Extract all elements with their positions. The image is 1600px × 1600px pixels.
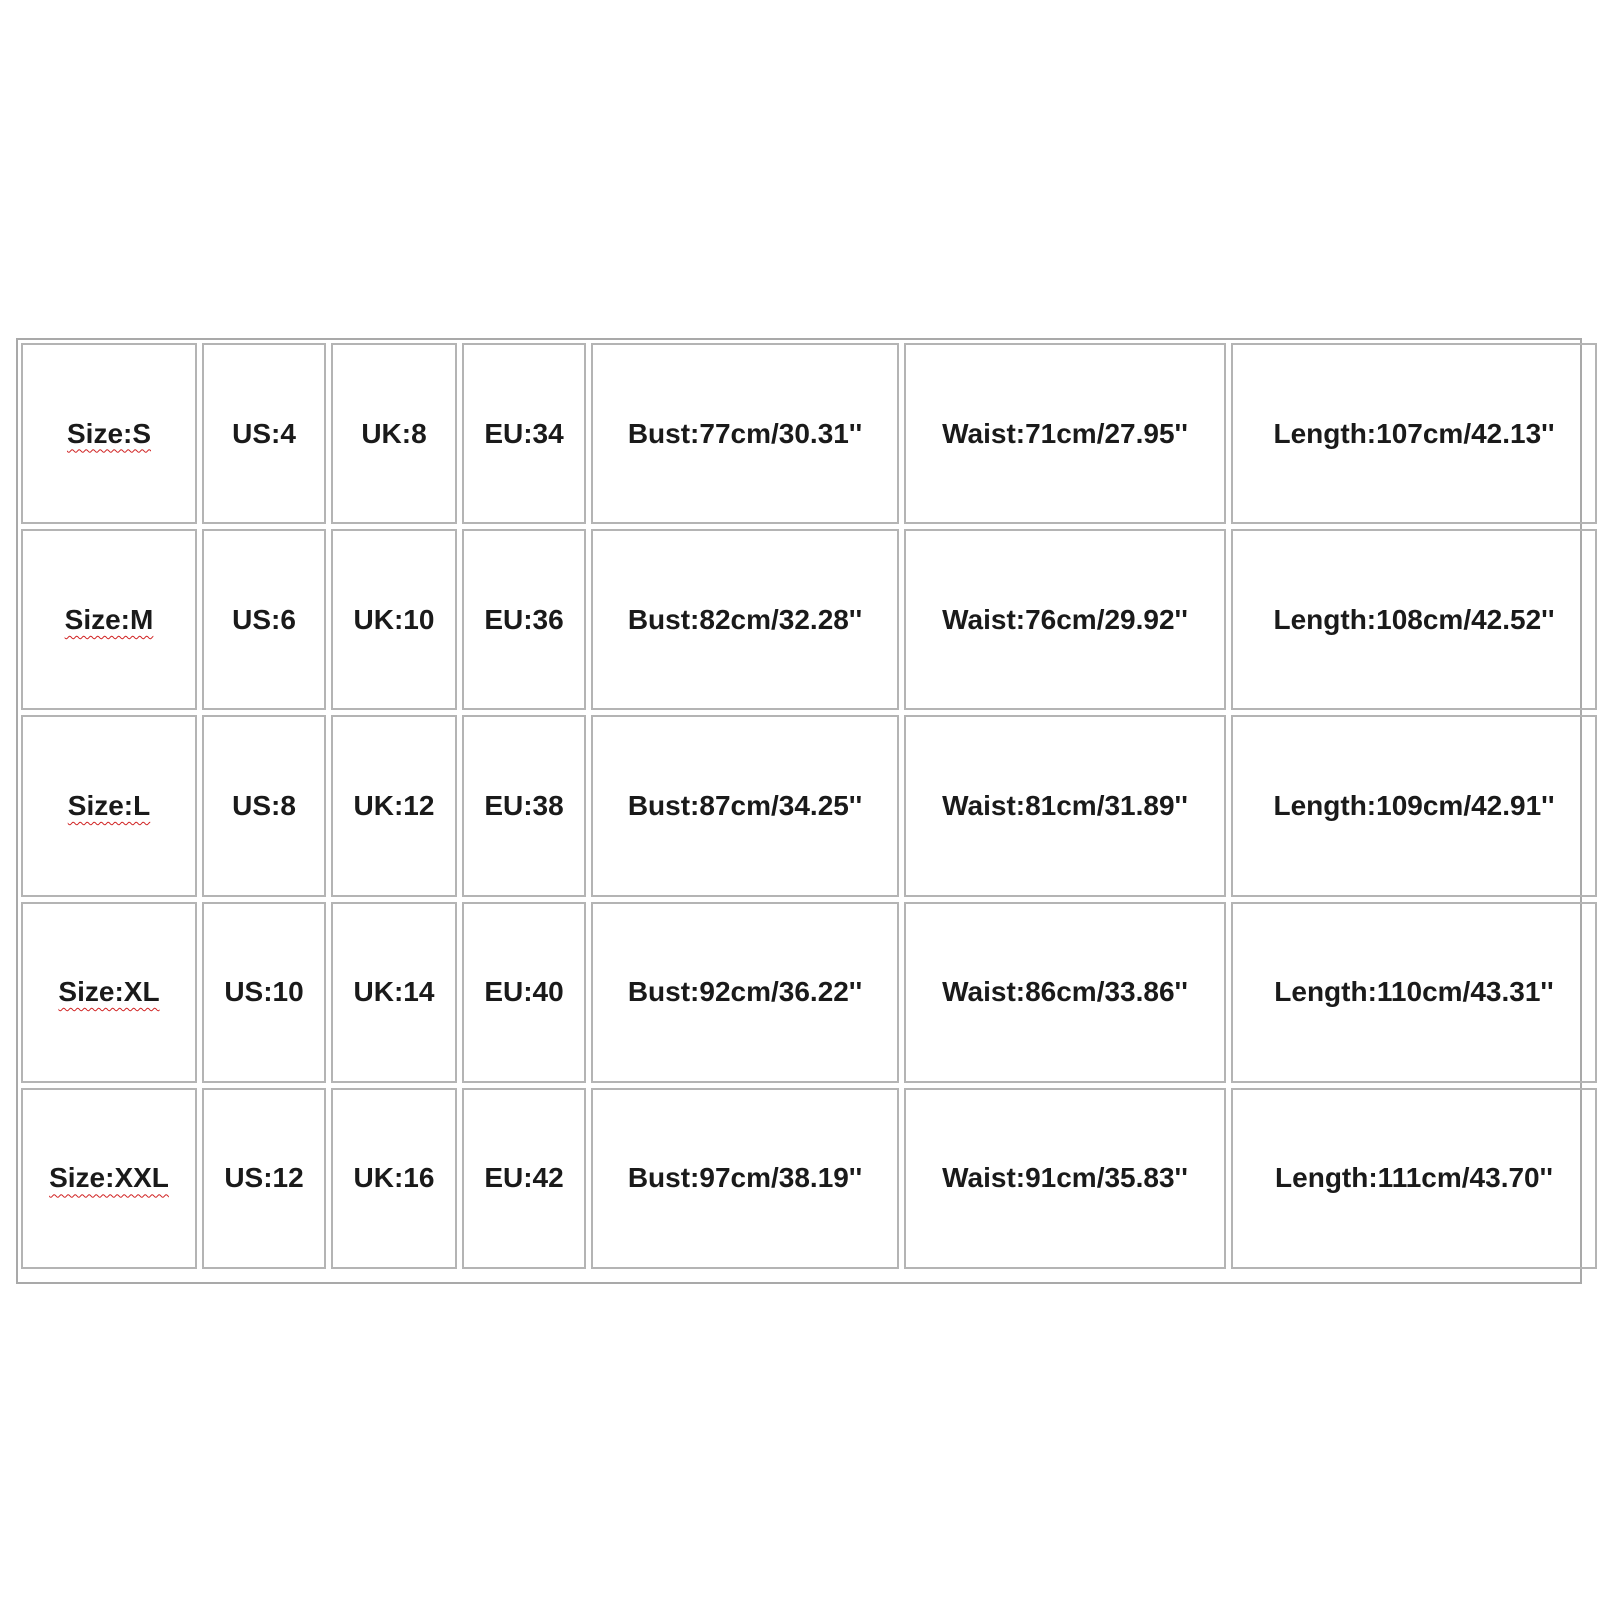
eu-size-cell: EU:40 (462, 902, 586, 1083)
size-cell (21, 343, 197, 524)
us-size-cell: US:6 (202, 529, 326, 710)
size-label: Size:M (64, 603, 154, 635)
length-cell: Length:107cm/42.13'' (1231, 343, 1597, 524)
uk-size-cell: UK:12 (331, 715, 457, 896)
waist-cell: Waist:86cm/33.86'' (904, 902, 1226, 1083)
size-label: Size:L (67, 789, 151, 821)
bust-cell: Bust:77cm/30.31'' (591, 343, 899, 524)
size-label: Size:XXL (49, 1162, 169, 1194)
size-cell (21, 715, 197, 896)
waist-cell: Waist:76cm/29.92'' (904, 529, 1226, 710)
table-row (21, 902, 1597, 1083)
eu-size-cell: EU:42 (462, 1088, 586, 1269)
eu-size-cell: EU:34 (462, 343, 586, 524)
bust-cell: Bust:82cm/32.28'' (591, 529, 899, 710)
eu-size-cell: EU:38 (462, 715, 586, 896)
size-cell (21, 902, 197, 1083)
table-row (21, 715, 1597, 896)
us-size-cell: US:12 (202, 1088, 326, 1269)
size-label: Size:S (66, 417, 152, 449)
length-cell: Length:110cm/43.31'' (1231, 902, 1597, 1083)
us-size-cell: US:8 (202, 715, 326, 896)
uk-size-cell: UK:10 (331, 529, 457, 710)
bust-cell: Bust:92cm/36.22'' (591, 902, 899, 1083)
us-size-cell: US:4 (202, 343, 326, 524)
table-row (21, 1088, 1597, 1269)
size-label: Size:XL (58, 976, 160, 1008)
eu-size-cell: EU:36 (462, 529, 586, 710)
waist-cell: Waist:71cm/27.95'' (904, 343, 1226, 524)
size-chart-frame (16, 338, 1582, 1284)
us-size-cell: US:10 (202, 902, 326, 1083)
size-chart-table (16, 338, 1600, 1274)
bust-cell: Bust:97cm/38.19'' (591, 1088, 899, 1269)
bust-cell: Bust:87cm/34.25'' (591, 715, 899, 896)
length-cell: Length:109cm/42.91'' (1231, 715, 1597, 896)
size-cell (21, 529, 197, 710)
uk-size-cell: UK:8 (331, 343, 457, 524)
table-row (21, 343, 1597, 524)
waist-cell: Waist:81cm/31.89'' (904, 715, 1226, 896)
size-cell (21, 1088, 197, 1269)
table-row (21, 529, 1597, 710)
waist-cell: Waist:91cm/35.83'' (904, 1088, 1226, 1269)
length-cell: Length:111cm/43.70'' (1231, 1088, 1597, 1269)
uk-size-cell: UK:16 (331, 1088, 457, 1269)
uk-size-cell: UK:14 (331, 902, 457, 1083)
length-cell: Length:108cm/42.52'' (1231, 529, 1597, 710)
